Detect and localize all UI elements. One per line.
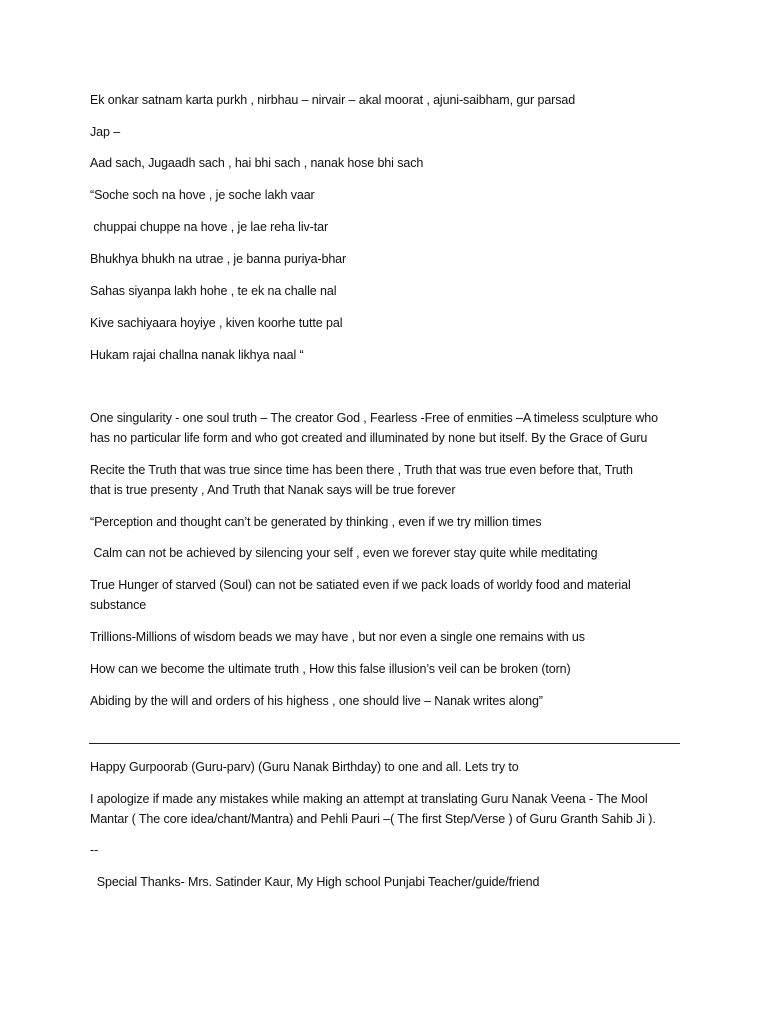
translation-line: One singularity - one soul truth – The creator God , Fearless -Free of enmities –A timeless sculpture who bbox=[90, 411, 659, 425]
mantra-line: Jap – bbox=[90, 125, 121, 139]
mantra-line: Kive sachiyaara hoyiye , kiven koorhe tutte pal bbox=[90, 316, 343, 330]
apology-line: Mantar ( The core idea/chant/Mantra) and Pehli Pauri –( The first Step/Verse ) of Guru Granth Sahib Ji ). bbox=[90, 812, 656, 826]
separator-text: -- bbox=[90, 843, 99, 857]
greeting-text: Happy Gurpoorab (Guru-parv) (Guru Nanak Birthday) to one and all. Lets try to bbox=[90, 760, 519, 774]
mantra-line: Aad sach, Jugaadh sach , hai bhi sach , nanak hose bhi sach bbox=[90, 156, 424, 170]
translation-line: Trillions-Millions of wisdom beads we may have , but nor even a single one remains with us bbox=[90, 630, 585, 644]
translation-line: How can we become the ultimate truth , How this false illusion’s veil can be broken (torn) bbox=[90, 662, 571, 676]
translation-line: Calm can not be achieved by silencing your self , even we forever stay quite while meditating bbox=[90, 546, 598, 560]
thanks-text: Special Thanks- Mrs. Satinder Kaur, My High school Punjabi Teacher/guide/friend bbox=[90, 875, 540, 889]
mantra-line: Hukam rajai challna nanak likhya naal “ bbox=[90, 348, 304, 362]
mantra-line: Sahas siyanpa lakh hohe , te ek na challe nal bbox=[90, 284, 337, 298]
translation-line: “Perception and thought can’t be generated by thinking , even if we try million times bbox=[90, 515, 542, 529]
translation-line: substance bbox=[90, 598, 147, 612]
translation-line: Abiding by the will and orders of his highess , one should live – Nanak writes along” bbox=[90, 694, 543, 708]
translation-line: that is true presenty , And Truth that Nanak says will be true forever bbox=[90, 483, 456, 497]
mantra-line: Ek onkar satnam karta purkh , nirbhau – nirvair – akal moorat , ajuni-saibham, gur parsad bbox=[90, 93, 576, 107]
mantra-line: Bhukhya bhukh na utrae , je banna puriya-bhar bbox=[90, 252, 347, 266]
translation-line: Recite the Truth that was true since time has been there , Truth that was true even before that, Truth bbox=[90, 463, 633, 477]
horizontal-divider bbox=[89, 743, 680, 744]
mantra-line: “Soche soch na hove , je soche lakh vaar bbox=[90, 188, 315, 202]
translation-line: has no particular life form and who got created and illuminated by none but itself. By the Grace of Guru bbox=[90, 431, 648, 445]
apology-line: I apologize if made any mistakes while making an attempt at translating Guru Nanak Veena - The Mool bbox=[90, 792, 648, 806]
mantra-line: chuppai chuppe na hove , je lae reha liv-tar bbox=[90, 220, 329, 234]
translation-line: True Hunger of starved (Soul) can not be satiated even if we pack loads of worldy food and material bbox=[90, 578, 631, 592]
